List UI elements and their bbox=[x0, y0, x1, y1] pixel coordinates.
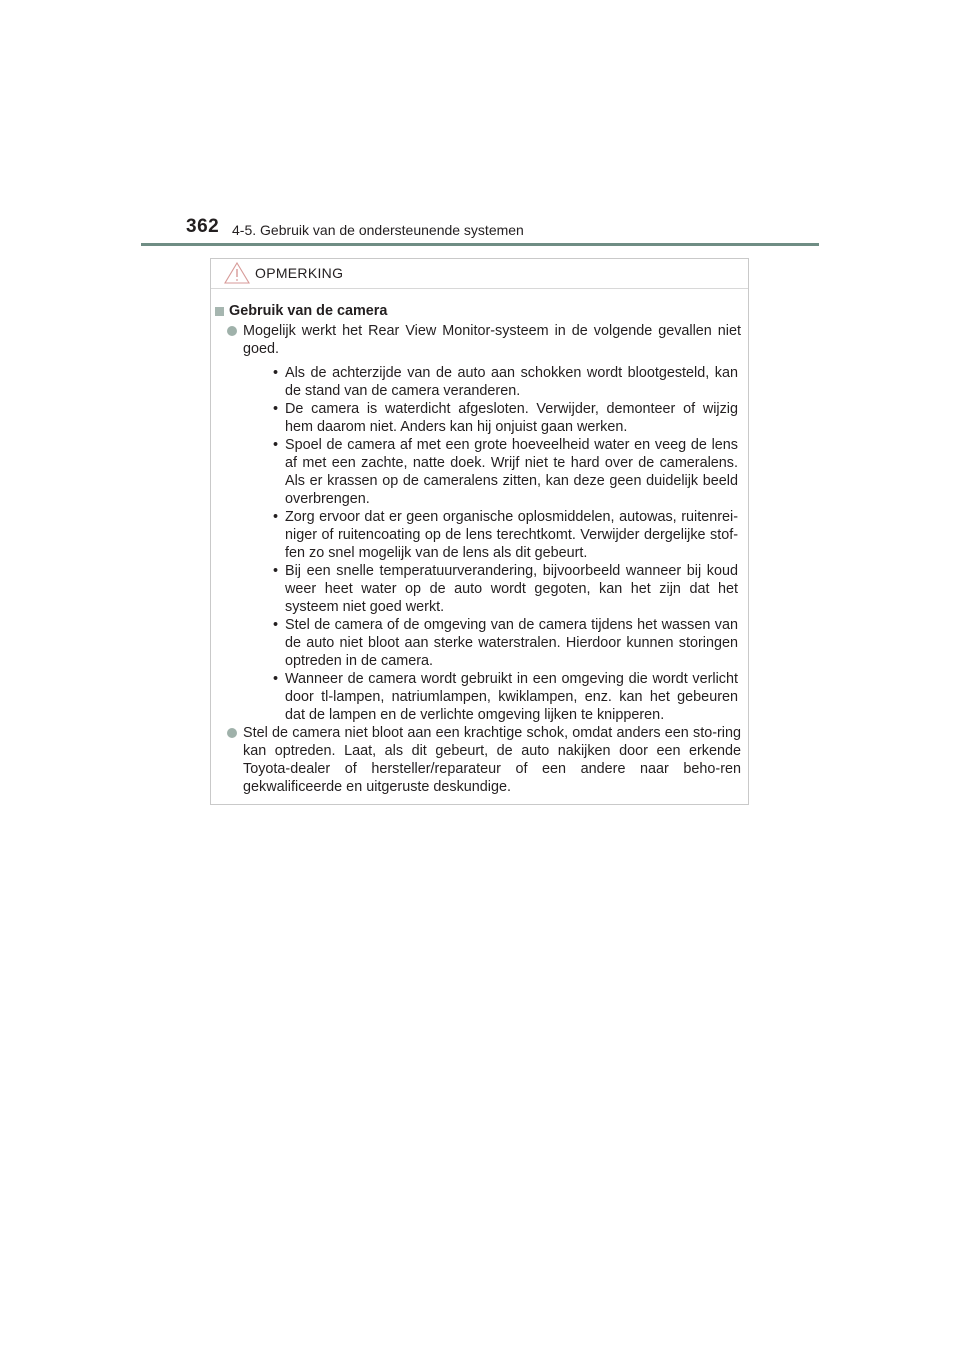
list-item-text: Mogelijk werkt het Rear View Monitor-systeem in de volgende gevallen niet goed. bbox=[243, 323, 741, 357]
notice-header bbox=[211, 259, 748, 289]
sub-list-item: • Wanneer de camera wordt gebruikt in een omgeving die wordt verlicht door tl-lampen, natriumlampen, kwiklampen, enz. kan het gebeuren dat de lampen en de verlichte omgeving lijken te knipperen. bbox=[273, 671, 738, 723]
warning-triangle-icon bbox=[224, 262, 250, 284]
list-item-text: Stel de camera niet bloot aan een krachtige schok, omdat anders een sto-ring kan optreden. Laat, als dit gebeurt, de auto nakijken door een erkende Toyota-dealer of hersteller/reparateur of een andere naar beho-ren gekwalificeerde en uitgeruste deskundige. bbox=[243, 725, 741, 795]
sub-list-item: • Als de achterzijde van de auto aan schokken wordt blootgesteld, kan de stand van de camera veranderen. bbox=[273, 365, 738, 399]
page-number: 362 bbox=[186, 216, 220, 237]
sub-list-item: • Spoel de camera af met een grote hoeveelheid water en veeg de lens af met een zachte, natte doek. Wrijf niet te hard over de cameralens. Als er krassen op de cameralens zitten, kan deze geen duidelijk beeld overbrengen. bbox=[273, 437, 738, 507]
topic-title: Gebruik van de camera bbox=[229, 303, 388, 319]
notice-label: OPMERKING bbox=[255, 265, 344, 281]
list-item bbox=[215, 724, 741, 796]
circle-bullet-icon bbox=[227, 728, 237, 738]
topic-heading bbox=[215, 302, 741, 320]
circle-bullet-icon bbox=[227, 326, 237, 336]
list-item bbox=[215, 322, 741, 724]
square-bullet-icon bbox=[215, 307, 224, 316]
sub-list-item: • Stel de camera of de omgeving van de camera tijdens het wassen van de auto niet bloot aan sterke waterstralen. Hierdoor kunnen storingen optreden in de camera. bbox=[273, 617, 738, 669]
notice-box bbox=[210, 258, 749, 805]
sub-list-item: • Bij een snelle temperatuurverandering, bijvoorbeeld wanneer bij koud weer heet water op de auto wordt gegoten, kan het zijn dat het systeem niet goed werkt. bbox=[273, 563, 738, 615]
header-rule bbox=[141, 243, 819, 246]
section-title: 4-5. Gebruik van de ondersteunende systemen bbox=[232, 222, 524, 238]
notice-body bbox=[211, 289, 748, 796]
sub-list-item: • De camera is waterdicht afgesloten. Verwijder, demonteer of wijzig hem daarom niet. Anders kan hij onjuist gaan werken. bbox=[273, 401, 738, 435]
sub-list-item: • Zorg ervoor dat er geen organische oplosmiddelen, autowas, ruitenrei-niger of ruitencoating op de lens terechtkomt. Verwijder dergelijke stof-fen zo snel mogelijk van de lens als dit gebeurt. bbox=[273, 509, 738, 561]
sub-list bbox=[243, 364, 741, 724]
